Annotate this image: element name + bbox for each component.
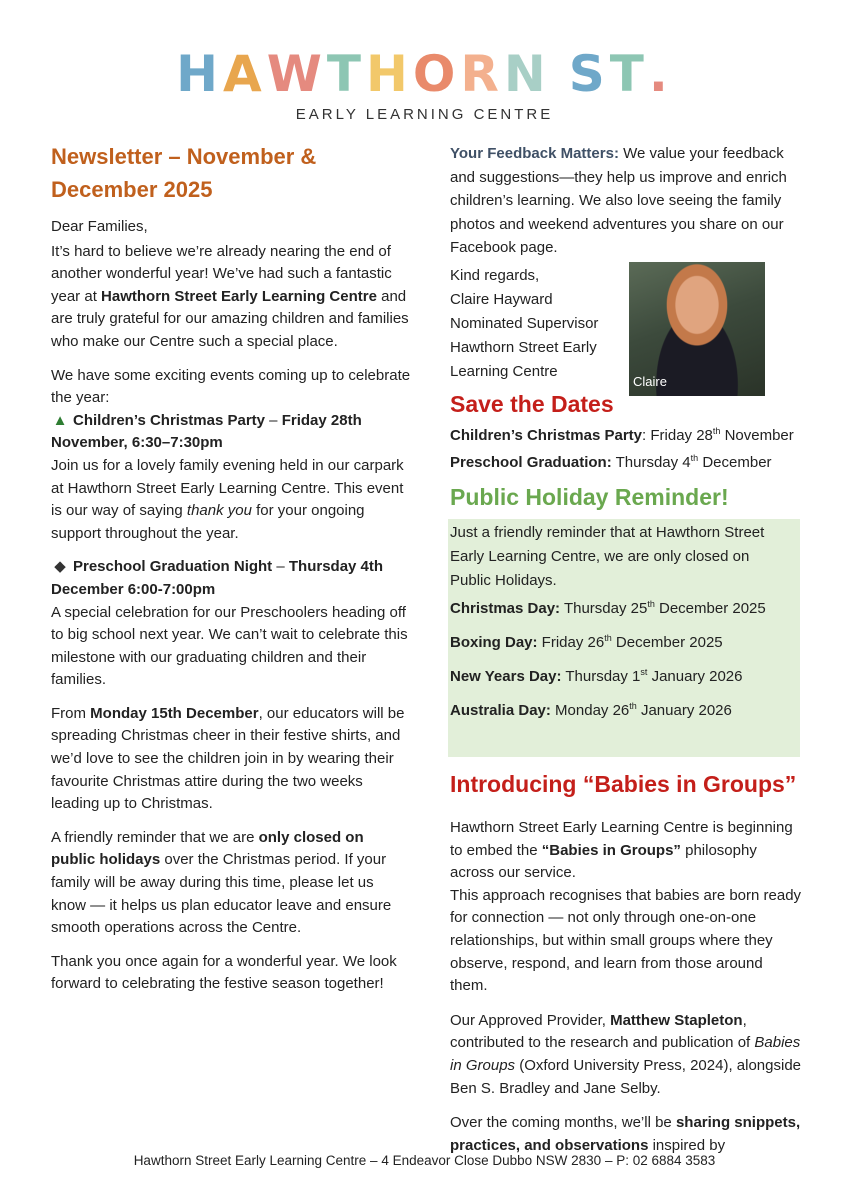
graduation-cap-icon: ◆	[54, 558, 66, 576]
christmas-cheer-paragraph: From Monday 15th December, our educators will be spreading Christmas cheer in their festive shirts, and we’d love to see the children join in by wearing their favourite Christmas attire during the two weeks leading up to Christmas.	[51, 704, 405, 813]
logo-letter: S	[568, 45, 610, 103]
holiday-item: Australia Day: Monday 26th January 2026	[450, 700, 732, 719]
logo-letter: N	[503, 45, 551, 103]
newsletter-title: Newsletter – November & December 2025	[51, 144, 317, 202]
logo-letter: H	[365, 45, 413, 103]
greeting: Dear Families,	[51, 218, 148, 235]
closure-reminder-paragraph: A friendly reminder that we are only closed on public holidays over the Christmas period. If your family will be away during this time, please let us know — it helps us plan educator leave and ensure smooth operations across the Centre.	[51, 828, 392, 937]
graduation-section: ◆ Preschool Graduation Night – Thursday 4th December 6:00-7:00pm A special celebration for our Preschoolers heading off to big school next year. We can’t wait to celebrate this milestone with our graduating children and their families.	[51, 558, 408, 689]
date-item: Preschool Graduation: Thursday 4th December	[450, 452, 772, 471]
thanks-paragraph: Thank you once again for a wonderful year. We look forward to celebrating the festive season together!	[51, 952, 397, 993]
coming-months-paragraph: Over the coming months, we’ll be sharing snippets, practices, and observations inspired by	[450, 1114, 801, 1154]
right-column	[450, 142, 802, 1169]
babies-intro-paragraph: Hawthorn Street Early Learning Centre is beginning to embed the “Babies in Groups” philosophy across our service. This approach recognises that babies are born ready for connection — not only through one-on-one relationships, but within small groups where they observe, respond, and learn from those around them.	[450, 818, 802, 995]
logo-letter: O	[412, 45, 461, 103]
logo-letter: A	[223, 45, 267, 103]
holiday-intro: Just a friendly reminder that at Hawthorn Street Early Learning Centre, we are only closed on Public Holidays.	[450, 523, 765, 589]
holiday-item: Christmas Day: Thursday 25th December 2025	[450, 598, 766, 617]
babies-in-groups-title: Introducing “Babies in Groups”	[450, 770, 797, 797]
logo-letter: W	[266, 45, 327, 103]
logo-letter: R	[460, 45, 504, 103]
save-the-dates-title: Save the Dates	[450, 390, 614, 417]
footer-address: Hawthorn Street Early Learning Centre – 4 Endeavor Close Dubbo NSW 2830 – P: 02 6884 3583	[133, 1153, 716, 1168]
signature-text: Kind regards, Claire Hayward Nominated Supervisor Hawthorn Street Early Learning Centre	[450, 266, 599, 380]
holiday-reminder-box	[448, 519, 800, 757]
photo-caption: Claire	[633, 374, 667, 390]
date-item: Children’s Christmas Party: Friday 28th November	[450, 425, 794, 444]
holiday-item: Boxing Day: Friday 26th December 2025	[450, 632, 723, 651]
holiday-list	[450, 597, 794, 723]
christmas-party-section: We have some exciting events coming up to celebrate the year: ▲ Children’s Christmas Party – Friday 28th November, 6:30–7:30pm Join us for a lovely family evening held in our carpark at Hawthorn Street Early Learning Centre. This event is our way of saying thank you for your ongoing support throughout the year.	[51, 366, 411, 542]
signature-block	[450, 264, 802, 390]
christmas-tree-icon: ▲	[52, 411, 68, 429]
holiday-reminder-title: Public Holiday Reminder!	[450, 483, 729, 510]
logo-letter: T	[326, 45, 366, 103]
left-column	[51, 140, 411, 1007]
centre-logo	[0, 45, 849, 103]
staff-photo	[629, 262, 765, 396]
logo-letter: T	[609, 45, 649, 103]
approved-provider-paragraph: Our Approved Provider, Matthew Stapleton, contributed to the research and publication of Babies in Groups (Oxford University Press, 2024), alongside Ben S. Bradley and Jane Selby.	[450, 1011, 801, 1097]
intro-paragraph: It’s hard to believe we’re already nearing the end of another wonderful year! We’ve had such a fantastic year at Hawthorn Street Early Learning Centre and are truly grateful for our amazing children and families who make our Centre such a special place.	[51, 242, 409, 350]
holiday-item: New Years Day: Thursday 1st January 2026	[450, 666, 743, 685]
feedback-paragraph: Your Feedback Matters: We value your feedback and suggestions—they help us improve and enrich children’s learning. We also love seeing the family photos and weekend adventures you share on our Facebook page.	[450, 145, 787, 257]
dates-list	[450, 424, 802, 475]
logo-letter: .	[648, 45, 673, 103]
logo-letter: H	[176, 45, 223, 103]
logo-subtitle: EARLY LEARNING CENTRE	[295, 106, 554, 123]
